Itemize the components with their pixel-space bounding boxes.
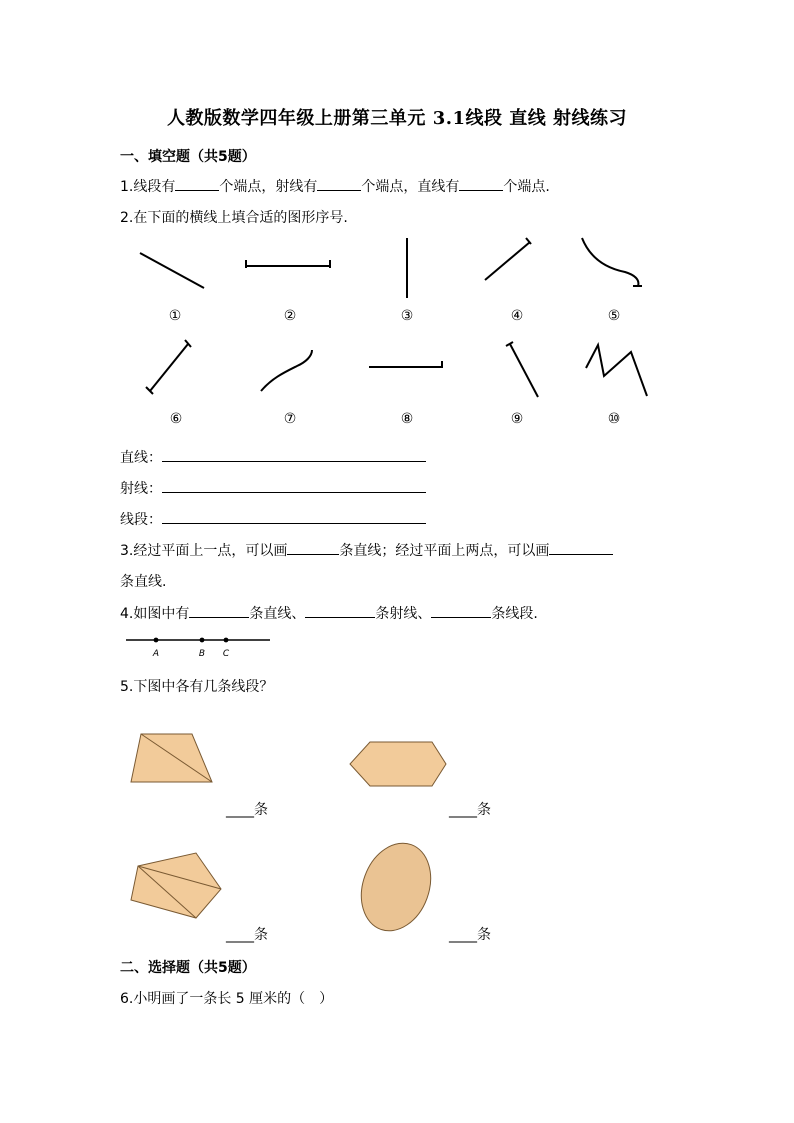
q5-shapes: [0, 720, 794, 940]
shape-answer-4-unit: 条: [477, 927, 491, 943]
point-c: [224, 638, 229, 643]
figure-10-zigzag: [586, 345, 647, 396]
figure-9-ray: [506, 342, 538, 397]
q3-continued: 条直线.: [120, 574, 167, 590]
shape-answer-3-unit: 条: [254, 927, 268, 943]
page-title: 人教版数学四年级上册第三单元 3.1线段 直线 射线练习: [166, 108, 628, 129]
shape-answer-2-blank[interactable]: ____: [449, 802, 477, 818]
q3-text-a: 3.经过平面上一点，可以画: [120, 543, 288, 559]
q1-blank-2[interactable]: [317, 176, 361, 191]
figure-label-1: ①: [168, 308, 182, 324]
shape-answer-1-unit: 条: [254, 802, 268, 818]
q4-text-d: 条线段.: [491, 606, 538, 622]
question-4: [120, 603, 538, 623]
answer-line-straight: [120, 447, 426, 467]
q1-text-d: 个端点.: [503, 179, 550, 195]
point-label-c: C: [222, 649, 230, 659]
question-6: 6.小明画了一条长 5 厘米的（ ）: [120, 991, 334, 1007]
point-a: [154, 638, 159, 643]
figure-label-7: ⑦: [283, 411, 297, 427]
shape-answer-1-blank[interactable]: ____: [226, 802, 254, 818]
q4-blank-2[interactable]: [305, 603, 375, 618]
figure-label-8: ⑧: [400, 411, 414, 427]
answer-blank-ray[interactable]: [162, 478, 426, 493]
point-label-b: B: [198, 649, 206, 659]
figure-5-curve: [582, 238, 642, 286]
answer-blank-segment[interactable]: [162, 509, 426, 524]
shape-answer-3: [226, 924, 268, 944]
answer-line-ray: [120, 478, 426, 498]
shape-answer-2-unit: 条: [477, 802, 491, 818]
figure-label-4: ④: [510, 308, 524, 324]
q4-line-figure: [120, 630, 280, 662]
figure-label-2: ②: [283, 308, 297, 324]
q4-blank-3[interactable]: [431, 603, 491, 618]
q4-text-b: 条直线、: [249, 606, 306, 622]
shape-ellipse: [350, 833, 443, 940]
q3-blank-2[interactable]: [549, 540, 613, 555]
figure-8-segment: [369, 361, 442, 368]
section-heading-choice: 二、选择题（共5题）: [120, 960, 256, 976]
q3-blank-1[interactable]: [287, 540, 339, 555]
answer-line-segment: [120, 509, 426, 529]
answer-label-segment: 线段：: [120, 512, 162, 528]
question-3: [120, 540, 613, 560]
shape-pentagon: [131, 853, 221, 918]
figure-label-3: ③: [400, 308, 414, 324]
figure-label-9: ⑨: [510, 411, 524, 427]
answer-label-straight: 直线：: [120, 450, 162, 466]
shape-answer-3-blank[interactable]: ____: [226, 927, 254, 943]
q4-blank-1[interactable]: [189, 603, 249, 618]
shape-answer-1: [226, 799, 268, 819]
shape-answer-2: [449, 799, 491, 819]
figure-label-5: ⑤: [607, 308, 621, 324]
q3-text-b: 条直线；经过平面上两点，可以画: [339, 543, 550, 559]
figure-2-segment: [246, 260, 330, 268]
q2-figures: [0, 228, 794, 428]
shape-trapezoid: [131, 734, 212, 782]
shape-answer-4-blank[interactable]: ____: [449, 927, 477, 943]
q4-text-a: 4.如图中有: [120, 606, 190, 622]
figure-6-segment: [146, 340, 191, 394]
answer-label-ray: 射线：: [120, 481, 162, 497]
point-b: [200, 638, 205, 643]
q1-text-b: 个端点，射线有: [219, 179, 318, 195]
q4-text-c: 条射线、: [375, 606, 432, 622]
q1-text-a: 1.线段有: [120, 179, 176, 195]
q1-blank-1[interactable]: [175, 176, 219, 191]
question-5: 5.下图中各有几条线段？: [120, 679, 274, 695]
q1-text-c: 个端点，直线有: [361, 179, 460, 195]
question-1: [120, 176, 550, 196]
point-label-a: A: [152, 649, 160, 659]
question-2: 2.在下面的横线上填合适的图形序号.: [120, 210, 348, 226]
q1-blank-3[interactable]: [459, 176, 503, 191]
figure-1-line: [140, 253, 204, 288]
section-heading-fill-in: 一、填空题（共5题）: [120, 149, 256, 165]
figure-7-curve: [261, 350, 312, 391]
shape-answer-4: [449, 924, 491, 944]
figure-4-ray: [485, 238, 531, 280]
answer-blank-straight[interactable]: [162, 447, 426, 462]
shape-hexagon: [350, 742, 446, 786]
figure-label-10: ⑩: [607, 411, 621, 427]
figure-label-6: ⑥: [169, 411, 183, 427]
